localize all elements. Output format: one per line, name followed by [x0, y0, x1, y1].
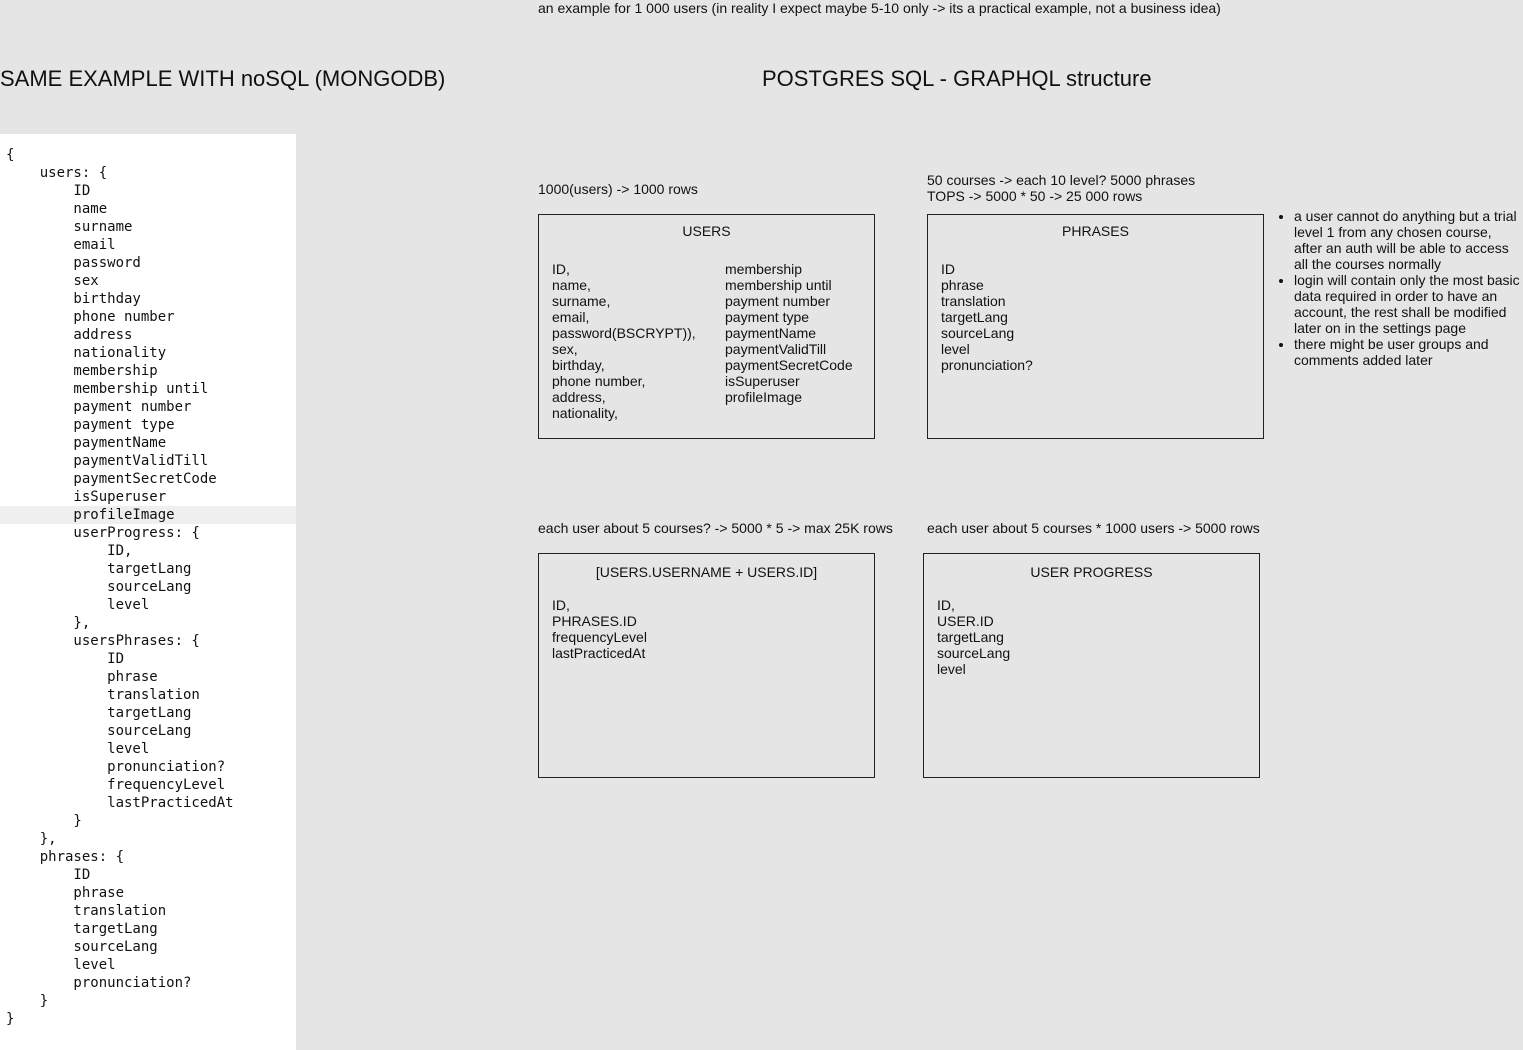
code-line: userProgress: {	[6, 525, 200, 541]
mongodb-code	[6, 146, 234, 1028]
code-line: frequencyLevel	[6, 777, 226, 793]
users-field: membership until	[725, 277, 832, 293]
code-line: },	[6, 615, 91, 631]
phrases-table	[927, 214, 1264, 439]
note-item: • login will contain only the most basic data required in order to have an account, the rest shall be modified later on in the settings page	[1294, 272, 1523, 336]
phrases-fields	[941, 261, 1033, 373]
users-field: surname,	[552, 293, 611, 309]
code-line: level	[6, 957, 116, 973]
users-field: ID,	[552, 261, 570, 277]
design-notes	[1280, 208, 1523, 368]
users-field: address,	[552, 389, 606, 405]
mongodb-code-panel	[0, 134, 296, 1050]
user-phrases-field: PHRASES.ID	[552, 613, 637, 629]
users-field: sex,	[552, 341, 578, 357]
code-line: }	[6, 813, 82, 829]
code-line: }	[6, 1011, 15, 1027]
code-line: paymentValidTill	[6, 453, 209, 469]
users-field: profileImage	[725, 389, 803, 405]
code-line: ID	[6, 183, 91, 199]
code-line: pronunciation?	[6, 975, 192, 991]
user-progress-field: ID,	[937, 597, 955, 613]
users-field: phone number,	[552, 373, 646, 389]
phrases-field: targetLang	[941, 309, 1008, 325]
code-line: lastPracticedAt	[6, 795, 234, 811]
code-line: users: {	[6, 165, 108, 181]
code-line: surname	[6, 219, 133, 235]
users-fields-col1	[552, 261, 696, 421]
user-phrases-field: frequencyLevel	[552, 629, 647, 645]
code-line: },	[6, 831, 57, 847]
phrases-field: level	[941, 341, 970, 357]
phrases-table-title: PHRASES	[1062, 223, 1129, 239]
user-progress-caption: each user about 5 courses * 1000 users -> 5000 rows	[927, 520, 1260, 536]
code-line: sourceLang	[6, 723, 192, 739]
phrases-field: phrase	[941, 277, 984, 293]
code-line: ID,	[6, 543, 133, 559]
users-field: paymentName	[725, 325, 817, 341]
code-line: email	[6, 237, 116, 253]
user-phrases-caption: each user about 5 courses? -> 5000 * 5 -> max 25K rows	[538, 520, 893, 536]
code-line: sex	[6, 273, 99, 289]
code-line: nationality	[6, 345, 167, 361]
user-progress-field: level	[937, 661, 966, 677]
code-line: ID	[6, 651, 125, 667]
users-field: membership	[725, 261, 803, 277]
code-line: level	[6, 597, 150, 613]
code-line: targetLang	[6, 705, 192, 721]
code-line: paymentSecretCode	[6, 471, 217, 487]
code-line: birthday	[6, 291, 141, 307]
code-line: name	[6, 201, 108, 217]
users-field: password(BSCRYPT)),	[552, 325, 696, 341]
code-line: phrases: {	[6, 849, 125, 865]
code-line: address	[6, 327, 133, 343]
notes-list	[1280, 208, 1523, 368]
user-phrases-table	[538, 553, 875, 778]
phrases-field: pronunciation?	[941, 357, 1033, 373]
users-field: isSuperuser	[725, 373, 800, 389]
phrases-field: sourceLang	[941, 325, 1015, 341]
users-fields-col2	[725, 261, 853, 405]
users-table-title: USERS	[682, 223, 731, 239]
code-line: ID	[6, 867, 91, 883]
code-line: usersPhrases: {	[6, 633, 200, 649]
code-line: phrase	[6, 669, 158, 685]
code-line: pronunciation?	[6, 759, 226, 775]
code-line: phrase	[6, 885, 125, 901]
users-field: payment number	[725, 293, 831, 309]
user-phrases-field: ID,	[552, 597, 570, 613]
user-progress-table-title: USER PROGRESS	[1030, 564, 1153, 580]
user-phrases-table-title: [USERS.USERNAME + USERS.ID]	[595, 564, 818, 580]
code-line: }	[6, 993, 49, 1009]
code-line: membership	[6, 363, 158, 379]
user-phrases-fields	[552, 597, 647, 661]
code-line: password	[6, 255, 141, 271]
code-line: payment type	[6, 417, 175, 433]
code-line: targetLang	[6, 561, 192, 577]
phrases-caption	[927, 172, 1195, 204]
top-note: an example for 1 000 users (in reality I expect maybe 5-10 only -> its a practical example, not a business idea)	[538, 0, 1221, 16]
code-line: sourceLang	[6, 579, 192, 595]
user-progress-field: USER.ID	[937, 613, 994, 629]
code-line: level	[6, 741, 150, 757]
code-line: targetLang	[6, 921, 158, 937]
users-caption: 1000(users) -> 1000 rows	[538, 181, 698, 197]
code-line: profileImage	[6, 507, 175, 523]
phrases-field: translation	[941, 293, 1006, 309]
note-item: • a user cannot do anything but a trial level 1 from any chosen course, after an auth will be able to access all the courses normally	[1294, 208, 1523, 272]
code-line: sourceLang	[6, 939, 158, 955]
code-line: {	[6, 147, 15, 163]
users-field: email,	[552, 309, 590, 325]
code-line: translation	[6, 687, 200, 703]
note-item: • there might be user groups and comments added later	[1294, 336, 1523, 368]
user-progress-fields	[937, 597, 1010, 677]
code-line: paymentName	[6, 435, 167, 451]
user-phrases-field: lastPracticedAt	[552, 645, 646, 661]
user-progress-field: sourceLang	[937, 645, 1011, 661]
user-progress-field: targetLang	[937, 629, 1004, 645]
code-line: isSuperuser	[6, 489, 167, 505]
postgres-heading: POSTGRES SQL - GRAPHQL structure	[762, 66, 1152, 91]
code-line: translation	[6, 903, 167, 919]
users-field: name,	[552, 277, 591, 293]
user-progress-table	[923, 553, 1260, 778]
users-table	[538, 214, 875, 439]
phrases-caption-line2: TOPS -> 5000 * 50 -> 25 000 rows	[927, 188, 1143, 204]
mongodb-heading: SAME EXAMPLE WITH noSQL (MONGODB)	[0, 66, 446, 91]
users-field: birthday,	[552, 357, 605, 373]
code-line: membership until	[6, 381, 209, 397]
users-field: paymentSecretCode	[725, 357, 853, 373]
users-field: paymentValidTill	[725, 341, 827, 357]
phrases-field: ID	[941, 261, 955, 277]
code-line: phone number	[6, 309, 175, 325]
users-field: payment type	[725, 309, 810, 325]
code-line: payment number	[6, 399, 192, 415]
users-field: nationality,	[552, 405, 618, 421]
phrases-caption-line1: 50 courses -> each 10 level? 5000 phrases	[927, 172, 1196, 188]
